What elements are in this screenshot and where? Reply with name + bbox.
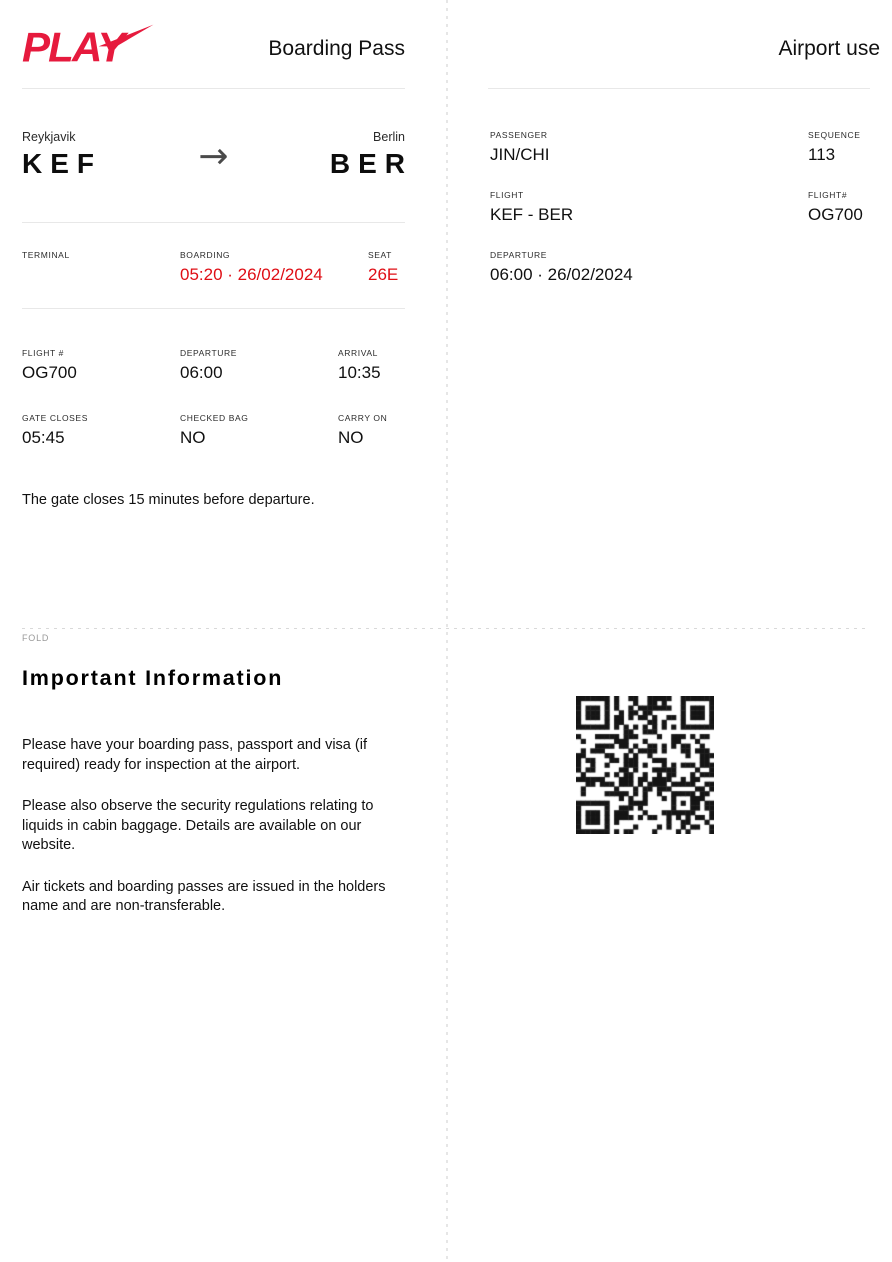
departure-label: DEPARTURE [180,348,238,358]
checked-bag-value: NO [180,428,206,447]
destination-code: BER [329,148,413,179]
qr-code [576,696,714,834]
passenger-label: PASSENGER [490,130,548,140]
route-section [22,130,413,194]
flight-number-value: OG700 [22,363,77,382]
flight-flightno-row [490,190,880,225]
gate-closes-value: 05:45 [22,428,65,447]
sequence-field [808,130,861,165]
au-departure-field [490,250,880,285]
sequence-label: SEQUENCE [808,130,861,140]
airport-use-title: Airport use [778,37,880,60]
paragraph: Please also observe the security regulations relating to liquids in cabin baggage. Details are available on our website. [22,798,374,853]
gate-closes-field [22,413,180,448]
au-flight-number-field [808,190,863,225]
fold-line [22,628,870,629]
terminal-value [22,265,180,285]
header-rule-right [488,88,870,89]
flight-number-label: FLIGHT # [22,348,64,358]
fold-label: FOLD [22,633,50,643]
au-departure-value: 06:00 · 26/02/2024 [490,265,633,284]
arrival-label: ARRIVAL [338,348,378,358]
paragraph: Please have your boarding pass, passport and visa (if required) ready for inspection at the airport. [22,737,367,773]
arrival-field [338,348,405,383]
play-logo-text: PLAY [22,23,124,71]
checked-bag-label: CHECKED BAG [180,413,249,423]
origin-code: KEF [22,148,102,179]
destination-city: Berlin [373,130,405,144]
checked-bag-field [180,413,338,448]
au-flight-value: KEF - BER [490,205,574,224]
passenger-value: JIN/CHI [490,145,550,164]
gate-closes-label: GATE CLOSES [22,413,88,423]
boarding-row [22,250,405,285]
seat-label: SEAT [368,250,392,260]
section-rule [22,222,405,223]
arrival-value: 10:35 [338,363,381,382]
gate-note: The gate closes 15 minutes before departure. [22,492,315,508]
carry-on-field [338,413,405,448]
section-rule [22,308,405,309]
departure-value: 06:00 [180,363,223,382]
terminal-label: TERMINAL [22,250,70,260]
origin-city: Reykjavik [22,130,76,144]
sequence-value: 113 [808,145,836,164]
route-destination [329,130,413,180]
terminal-field [22,250,180,285]
au-flight-number-label: FLIGHT# [808,190,848,200]
seat-value: 26E [368,265,399,284]
departure-field [180,348,338,383]
boarding-field [180,250,368,285]
seat-field [368,250,405,285]
column-divider [446,0,448,1262]
arrow-right-icon: → [198,136,229,177]
header-rule-left [22,88,405,89]
au-flight-label: FLIGHT [490,190,524,200]
gate-row [22,413,405,448]
important-information-paragraphs [22,736,400,939]
boarding-label: BOARDING [180,250,231,260]
boarding-value: 05:20 · 26/02/2024 [180,265,323,284]
au-departure-row [490,250,880,285]
au-flight-number-value: OG700 [808,205,863,224]
paragraph: Air tickets and boarding passes are issued in the holders name and are non-transferable. [22,878,386,914]
passenger-sequence-row [490,130,880,165]
carry-on-value: NO [338,428,364,447]
au-departure-label: DEPARTURE [490,250,548,260]
carry-on-label: CARRY ON [338,413,388,423]
flight-row [22,348,405,383]
important-information-title: Important Information [22,666,284,690]
flight-number-field [22,348,180,383]
page-title: Boarding Pass [268,37,405,60]
